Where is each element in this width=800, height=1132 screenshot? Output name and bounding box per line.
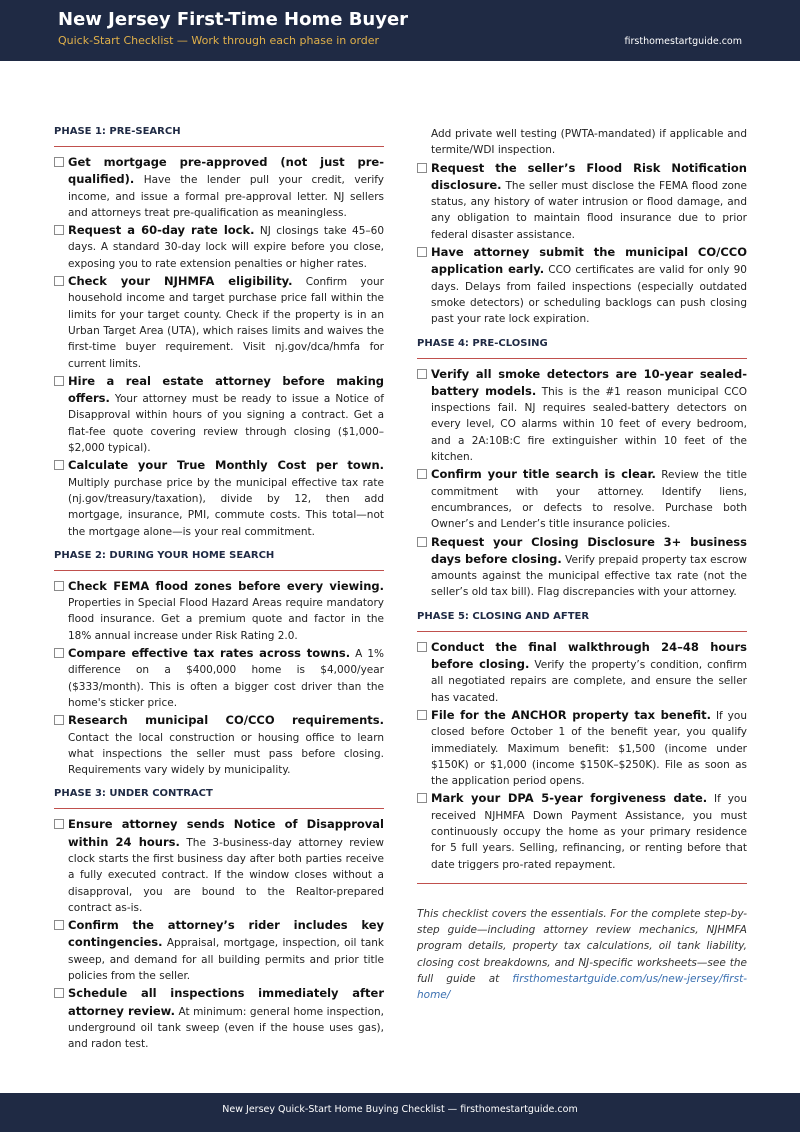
checklist-item: Confirm the attorney’s rider includes key contingencies. Appraisal, mortgage, inspection, oil tank sweep, and demand for all building permits and prior title policies from the seller. [54,917,384,984]
guide-link[interactable]: firsthomestartguide.com/us/new-jersey/first-home/ [417,973,747,1002]
checkbox[interactable] [417,710,427,720]
checkbox[interactable] [417,247,427,257]
checkbox[interactable] [417,537,427,547]
checkbox[interactable] [54,225,64,235]
page-subtitle: Quick-Start Checklist — Work through each phase in order [58,34,380,47]
page-title: New Jersey First-Time Home Buyer [58,9,409,30]
continuation-text: Add private well testing (PWTA-mandated) if applicable and termite/WDI inspection. [431,128,747,157]
checkbox[interactable] [54,648,64,658]
checkbox[interactable] [54,276,64,286]
checklist-item: Ensure attorney sends Notice of Disapproval within 24 hours. The 3-business-day attorney review clock starts the first business day after both parties receive a fully executed contract. If the window closes without a disapproval, you are bound to the Realtor-prepared contract as-is. [54,816,384,916]
checkbox[interactable] [417,469,427,479]
checklist-item: Request your Closing Disclosure 3+ business days before closing. Verify prepaid property tax escrow amounts against the municipal effective tax rate (not the seller’s old tax bill). Flag discrepancies with your attorney. [417,534,747,601]
checklist-item: Mark your DPA 5-year forgiveness date. If you received NJHMFA Down Payment Assistance, you must continuously occupy the home as your primary residence for 5 full years. Selling, refinancing, or renting before that date triggers pro-rated repayment. [417,790,747,872]
checkbox[interactable] [54,920,64,930]
checklist-item: Check FEMA flood zones before every viewing. Properties in Special Flood Hazard Areas require mandatory flood insurance. Get a premium quote and factor in the 18% annual increase under Risk Rating 2.0. [54,578,384,644]
checkbox[interactable] [54,157,64,167]
closing-note-text: This checklist covers the essentials. For the complete step-by-step guide—including attorney review mechanics, NJHMFA program details, property tax calculations, oil tank liability, closing cost breakdowns, and NJ-specific worksheets—see the full guide at [417,907,747,986]
left-column [54,126,384,1063]
checklist-item: Research municipal CO/CCO requirements. Contact the local construction or housing office to learn what inspections the seller must pass before closing. Requirements vary widely by municipality. [54,712,384,778]
checklist-item: Hire a real estate attorney before making offers. Your attorney must be ready to issue a Notice of Disapproval within hours of you signing a contract. Get a flat-fee quote covering review through closing ($1,000–$2,000 typical). [54,373,384,456]
checklist-item: Verify all smoke detectors are 10-year sealed-battery models. This is the #1 reason municipal CCO inspections fail. NJ requires sealed-battery detectors on every level, CO alarms within 10 feet of every bedroom, and a 2A:10B:C fire extinguisher within 10 feet of the kitchen. [417,366,747,466]
checklist-item: Schedule all inspections immediately after attorney review. At minimum: general home inspection, underground oil tank sweep (even if the house uses gas), and radon test. [54,985,384,1052]
checklist-item: Request a 60-day rate lock. NJ closings take 45–60 days. A standard 30-day lock will expire before you close, exposing you to rate extension penalties or higher rates. [54,222,384,272]
checklist-item: File for the ANCHOR property tax benefit. If you closed before October 1 of the benefit year, you qualify immediately. Maximum benefit: $1,500 (income under $150K) or $1,000 (income $150K–$250K). File as soon as the application period opens. [417,707,747,789]
checkbox[interactable] [417,642,427,652]
checkbox[interactable] [417,793,427,803]
page-header [0,0,800,61]
checklist-item: Calculate your True Monthly Cost per town. Multiply purchase price by the municipal effective tax rate (nj.gov/treasury/taxation), divide by 12, then add mortgage, insurance, PMI, commute costs. This total—not the mortgage alone—is your real commitment. [54,457,384,539]
checkbox[interactable] [54,819,64,829]
header-site-link[interactable]: firsthomestartguide.com [624,36,742,47]
checkbox[interactable] [54,460,64,470]
checklist-item: Compare effective tax rates across towns. A 1% difference on a $400,000 home is $4,000/year ($333/month). This is often a bigger cost driver than the home's sticker price. [54,645,384,711]
phase-3-continued [417,126,747,328]
phase-title: PHASE 3: UNDER CONTRACT [54,788,384,809]
checkbox[interactable] [54,581,64,591]
phase-title: PHASE 5: CLOSING AND AFTER [417,611,747,632]
phase-5 [417,611,747,873]
phase-2 [54,550,384,779]
checklist-item: Check your NJHMFA eligibility. Confirm your household income and target purchase price fall within the limits for your target county. Check if the property is in an Urban Target Area (UTA), which raises limits and waives the first-time buyer requirement. Visit nj.gov/dca/hmfa for current limits. [54,273,384,372]
checkbox[interactable] [54,988,64,998]
phase-3 [54,788,384,1052]
phase-4 [417,338,747,601]
divider [417,883,747,884]
checkbox[interactable] [417,163,427,173]
phase-title: PHASE 4: PRE-CLOSING [417,338,747,359]
checklist-item: Conduct the final walkthrough 24–48 hours before closing. Verify the property’s condition, confirm all negotiated repairs are complete, and ensure the seller has vacated. [417,639,747,706]
checklist-item: Have attorney submit the municipal CO/CCO application early. CCO certificates are valid for only 90 days. Delays from failed inspections (especially outdated smoke detectors) or scheduling backlogs can push closing past your rate lock expiration. [417,244,747,327]
checklist-item: Request the seller’s Flood Risk Notification disclosure. The seller must disclose the FEMA flood zone status, any history of water intrusion or flood damage, and any obligation to maintain flood insurance due to prior federal disaster assistance. [417,160,747,243]
phase-1 [54,126,384,540]
right-column [417,126,747,1004]
phase-title: PHASE 2: DURING YOUR HOME SEARCH [54,550,384,571]
closing-note [417,906,747,1004]
phase-title: PHASE 1: PRE-SEARCH [54,126,384,147]
footer-text: New Jersey Quick-Start Home Buying Checklist — firsthomestartguide.com [222,1104,578,1115]
checkbox[interactable] [54,376,64,386]
checklist-item: Confirm your title search is clear. Review the title commitment with your attorney. Identify liens, encumbrances, or defects to resolve. Purchase both Owner’s and Lender’s title insurance policies. [417,466,747,532]
checklist-item: Get mortgage pre-approved (not just pre-qualified). Have the lender pull your credit, verify income, and issue a formal pre-approval letter. NJ sellers and attorneys treat pre-qualification as meaningless. [54,154,384,221]
checkbox[interactable] [417,369,427,379]
page-footer [0,1093,800,1132]
checkbox[interactable] [54,715,64,725]
